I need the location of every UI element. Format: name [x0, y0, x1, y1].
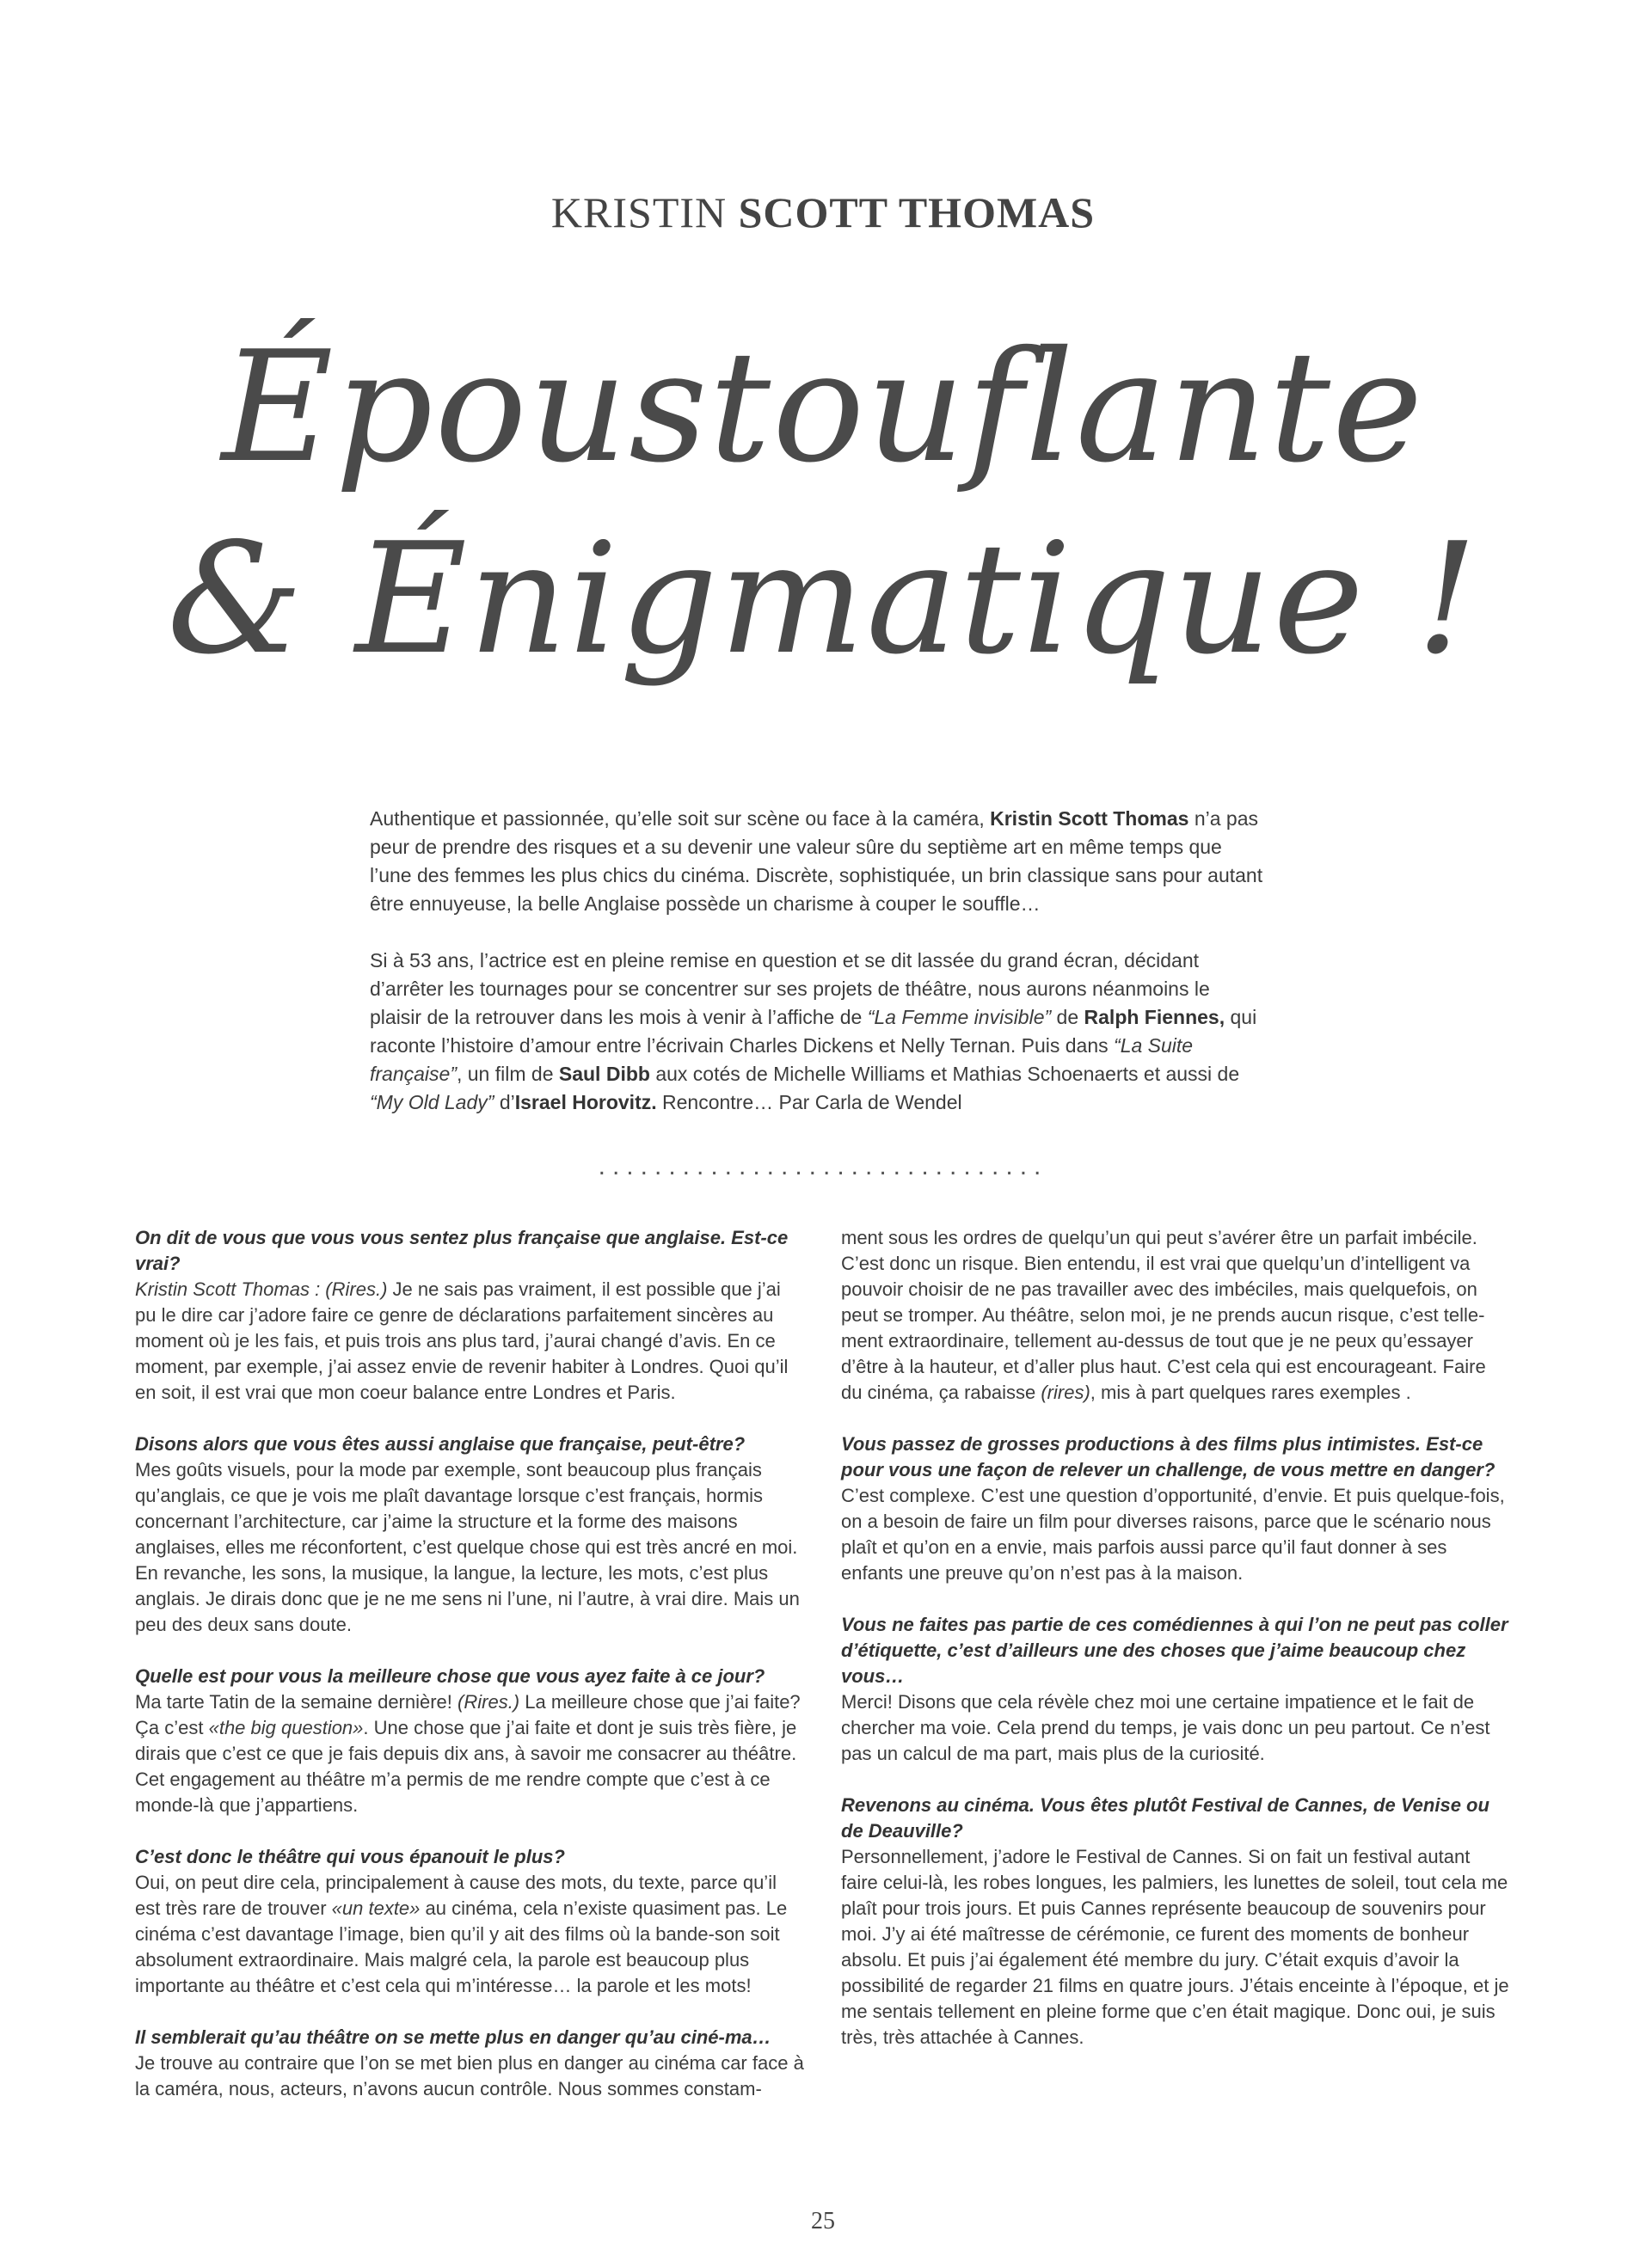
interview-qa: [841, 1612, 1512, 1767]
interview-question: Disons alors que vous êtes aussi anglaise que française, peut-être?: [135, 1433, 746, 1455]
interview-qa: [135, 1844, 806, 1999]
right-column: [841, 1225, 1512, 2076]
intro-paragraph-2: Si à 53 ans, l’actrice est en pleine remise en question et se dit lassée du grand écran, décidant d’arrêter les tournages pour se concentrer sur ses projets de théâtre, nous aurons néanmoins le plaisir de la retrouver dans les mois à venir à l’affiche de “La Femme invisible” de Ralph Fiennes, qui raconte l’histoire d’amour entre l’écrivain Charles Dickens et Nelly Ternan. Puis dans “La Suite française”, un film de Saul Dibb aux cotés de Michelle Williams et Mathias Schoenaerts et aussi de “My Old Lady” d’Israel Horovitz. Rencontre… Par Carla de Wendel: [370, 949, 1257, 1113]
interview-answer: Merci! Disons que cela révèle chez moi une certaine impatience et le fait de chercher ma voie. Cela prend du temps, je vais donc un peu partout. Ce n’est pas un calcul de ma part, mais plus de la curiosité.: [841, 1691, 1490, 1764]
dotted-separator: ................................: [598, 1152, 1048, 1180]
interview-qa: [135, 1431, 806, 1638]
page-number: 25: [811, 2208, 835, 2234]
interview-question: On dit de vous que vous vous sentez plus française que anglaise. Est-ce vrai?: [135, 1227, 789, 1274]
kicker-first-name: KRISTIN: [550, 188, 728, 236]
interview-answer: C’est complexe. C’est une question d’opportunité, d’envie. Et puis quelque-fois, on a besoin de faire un film pour diverses raisons, parce que le scénario nous plaît et qu’on en a envie, mais parfois aussi parce qu’il faut donner à ses enfants une preuve qu’on n’est pas à la maison.: [841, 1485, 1505, 1584]
interview-question: Vous passez de grosses productions à des films plus intimistes. Est-ce pour vous une façon de relever un challenge, de vous mettre en danger?: [841, 1433, 1496, 1480]
interview-question: Revenons au cinéma. Vous êtes plutôt Festival de Cannes, de Venise ou de Deauville?: [841, 1794, 1489, 1842]
interview-qa: [135, 1225, 806, 1406]
interview-qa: [841, 1793, 1512, 2050]
intro-paragraph-1: Authentique et passionnée, qu’elle soit sur scène ou face à la caméra, Kristin Scott Thomas n’a pas peur de prendre des risques et a su devenir une valeur sûre du septième art en même temps que l’une des femmes les plus chics du cinéma. Discrète, sophistiquée, un brin classique sans pour autant être ennuyeuse, la belle Anglaise possède un charisme à couper le souffle…: [370, 807, 1263, 915]
interview-answer: Oui, on peut dire cela, principalement à cause des mots, du texte, parce qu’il est très rare de trouver «un texte» au cinéma, cela n’existe quasiment pas. Le cinéma c’est davantage l’image, bien qu’il y ait des films où la bande-son soit absolument extraordinaire. Mais malgré cela, la parole est beaucoup plus importante au théâtre et c’est cela qui m’intéresse… la parole et les mots!: [135, 1872, 788, 1996]
interview-answer: Kristin Scott Thomas : (Rires.) Je ne sais pas vraiment, il est possible que j’ai pu le dire car j’adore faire ce genre de déclarations parfaitement sincères au moment où je les fais, et puis trois ans plus tard, j’aurai changé d’avis. En ce moment, par exemple, j’ai assez envie de revenir habiter à Londres. Quoi qu’il en soit, il est vrai que mon coeur balance entre Londres et Paris.: [135, 1278, 789, 1403]
headline-line-2: & Énigmatique !: [167, 510, 1479, 688]
interview-qa: [135, 1664, 806, 1818]
interview-qa: [135, 2025, 806, 2102]
interview-answer: Je trouve au contraire que l’on se met bien plus en danger au cinéma car face à la caméra, nous, acteurs, n’avons aucun contrôle. Nous sommes constam-: [135, 2052, 804, 2099]
article-kicker: [0, 187, 1646, 237]
interview-question: C’est donc le théâtre qui vous épanouit le plus?: [135, 1846, 565, 1867]
interview-qa: [841, 1431, 1512, 1586]
headline-line-1: Époustouflante: [221, 318, 1425, 496]
interview-question: Il semblerait qu’au théâtre on se mette plus en danger qu’au ciné-ma…: [135, 2026, 771, 2048]
left-column: [135, 1225, 806, 2128]
kicker-last-name: SCOTT THOMAS: [738, 188, 1096, 236]
interview-answer: Personnellement, j’adore le Festival de Cannes. Si on fait un festival autant faire celui-là, les robes longues, les palmiers, les lunettes de soleil, tout cela me plaît pour trois jours. Et puis Cannes représente beaucoup de souvenirs pour moi. J’y ai été maîtresse de cérémonie, ce furent des moments de bonheur absolu. Et puis j’ai également été membre du jury. C’était exquis d’avoir la possibilité de regarder 21 films en quatre jours. J’étais enceinte à l’époque, et je me sentais tellement en pleine forme que c’en était magique. Donc oui, je suis très, très attachée à Cannes.: [841, 1846, 1509, 2048]
interview-answer-continued: [841, 1225, 1512, 1406]
interview-answer: Ma tarte Tatin de la semaine dernière! (Rires.) La meilleure chose que j’ai faite? Ça c’est «the big question». Une chose que j’ai faite et dont je suis très fière, je dirais que c’est ce que je fais depuis dix ans, à savoir me consacrer au théâtre. Cet engagement au théâtre m’a permis de me rendre compte que c’est à ce monde-là que j’appartiens.: [135, 1691, 801, 1816]
interview-answer: Mes goûts visuels, pour la mode par exemple, sont beaucoup plus français qu’anglais, ce que je vois me plaît davantage lorsque c’est français, hormis concernant l’architecture, car j’aime la structure et la forme des maisons anglaises, elles me réconfortent, c’est quelque chose qui est très ancré en moi. En revanche, les sons, la musique, la langue, la lecture, les mots, c’est plus anglais. Je dirais donc que je ne me sens ni l’une, ni l’autre, à vrai dire. Mais un peu des deux sans doute.: [135, 1459, 800, 1635]
interview-answer: ment sous les ordres de quelqu’un qui peut s’avérer être un parfait imbécile. C’est donc un risque. Bien entendu, il est vrai que quelqu’un d’intelligent va pouvoir choisir de ne pas travailler avec des imbéciles, mais quelquefois, on peut se tromper. Au théâtre, selon moi, je ne prends aucun risque, c’est telle-ment extraordinaire, tellement au-dessus de tout que je ne peux qu’essayer d’être à la hauteur, et d’aller plus haut. C’est cela qui est encourageant. Faire du cinéma, ça rabaisse (rires), mis à part quelques rares exemples .: [841, 1227, 1486, 1403]
interview-question: Quelle est pour vous la meilleure chose que vous ayez faite à ce jour?: [135, 1665, 765, 1687]
interview-question: Vous ne faites pas partie de ces comédiennes à qui l’on ne peut pas coller d’étiquette, c’est d’ailleurs une des choses que j’aime beaucoup chez vous…: [841, 1614, 1508, 1687]
article-intro: [370, 805, 1264, 1145]
